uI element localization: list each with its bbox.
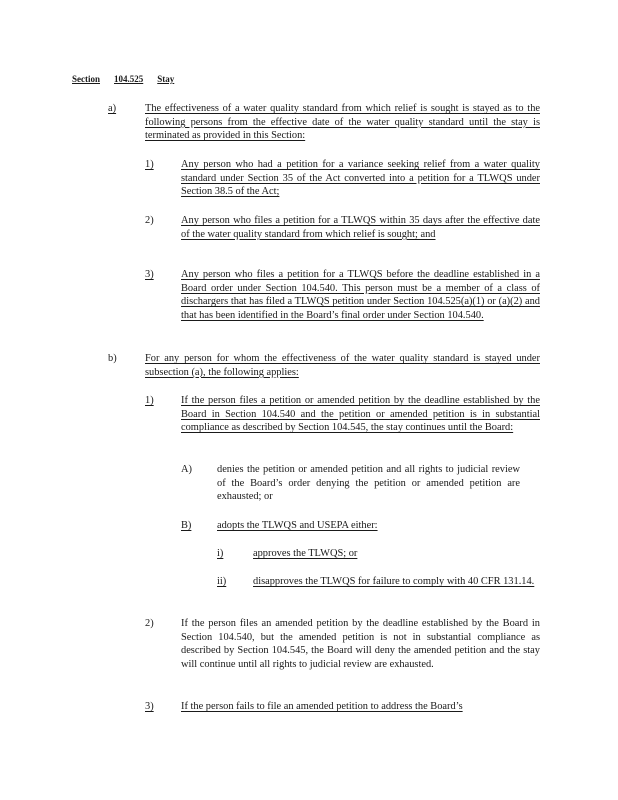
subsection-a-label: a)	[108, 103, 117, 114]
section-label: Section	[72, 74, 100, 84]
b-item-1-B-text: adopts the TLWQS and USEPA either:	[217, 520, 378, 531]
a-item-3-label: 3)	[145, 269, 154, 280]
section-number: 104.525	[114, 74, 144, 84]
subsection-b-label: b)	[108, 353, 117, 364]
a-item-1-text: Any person who had a petition for a variance seeking relief from a water quality standard under Section 35 of the Act converted into a petition for a TLWQS under Section 38.5 of the Act;	[181, 159, 540, 198]
subsection-b-text: For any person for whom the effectiveness of the water quality standard is stayed under subsection (a), the following applies:	[145, 353, 540, 378]
section-heading	[72, 73, 174, 87]
b-item-1-label: 1)	[145, 395, 154, 406]
a-item-1-label: 1)	[145, 159, 154, 170]
b-item-2-label: 2)	[145, 618, 154, 629]
b-item-1-B-ii-text: disapproves the TLWQS for failure to comply with 40 CFR 131.14.	[253, 576, 535, 587]
b-item-1-B-ii-label: ii)	[217, 576, 227, 587]
b-item-1-A-label: A)	[181, 464, 192, 475]
b-item-3-text: If the person fails to file an amended petition to address the Board’s	[181, 701, 463, 712]
b-item-1-text: If the person files a petition or amended petition by the deadline established by the Board in Section 104.540 and the petition or amended petition is in substantial compliance as described by Section 104.545, the stay continues until the Board:	[181, 395, 540, 434]
b-item-1-B-i-text: approves the TLWQS; or	[253, 548, 358, 559]
b-item-1-B-i-label: i)	[217, 548, 224, 559]
b-item-3-label: 3)	[145, 701, 154, 712]
a-item-2-label: 2)	[145, 215, 154, 226]
b-item-2-text: If the person files an amended petition by the deadline established by the Board in Section 104.540, but the amended petition is not in substantial compliance as described by Section 104.545, the Board will deny the amended petition and the stay will continue until all rights to judicial review are exhausted.	[181, 618, 540, 670]
b-item-1-A-text: denies the petition or amended petition and all rights to judicial review of the Board’s order denying the petition or amended petition are exhausted; or	[217, 464, 520, 503]
b-item-1-B-label: B)	[181, 520, 192, 531]
section-title: Stay	[157, 74, 175, 84]
a-item-3-text: Any person who files a petition for a TLWQS before the deadline established in a Board order under Section 104.540. This person must be a member of a class of dischargers that has filed a TLWQS petition under Section 104.525(a)(1) or (a)(2) and that has been identified in the Board’s final order under Section 104.540.	[181, 269, 540, 321]
subsection-a-text: The effectiveness of a water quality standard from which relief is sought is stayed as to the following persons from the effective date of the water quality standard until the stay is terminated as provided in this Section:	[145, 103, 540, 142]
a-item-2-text: Any person who files a petition for a TLWQS within 35 days after the effective date of the water quality standard from which relief is sought; and	[181, 215, 540, 240]
